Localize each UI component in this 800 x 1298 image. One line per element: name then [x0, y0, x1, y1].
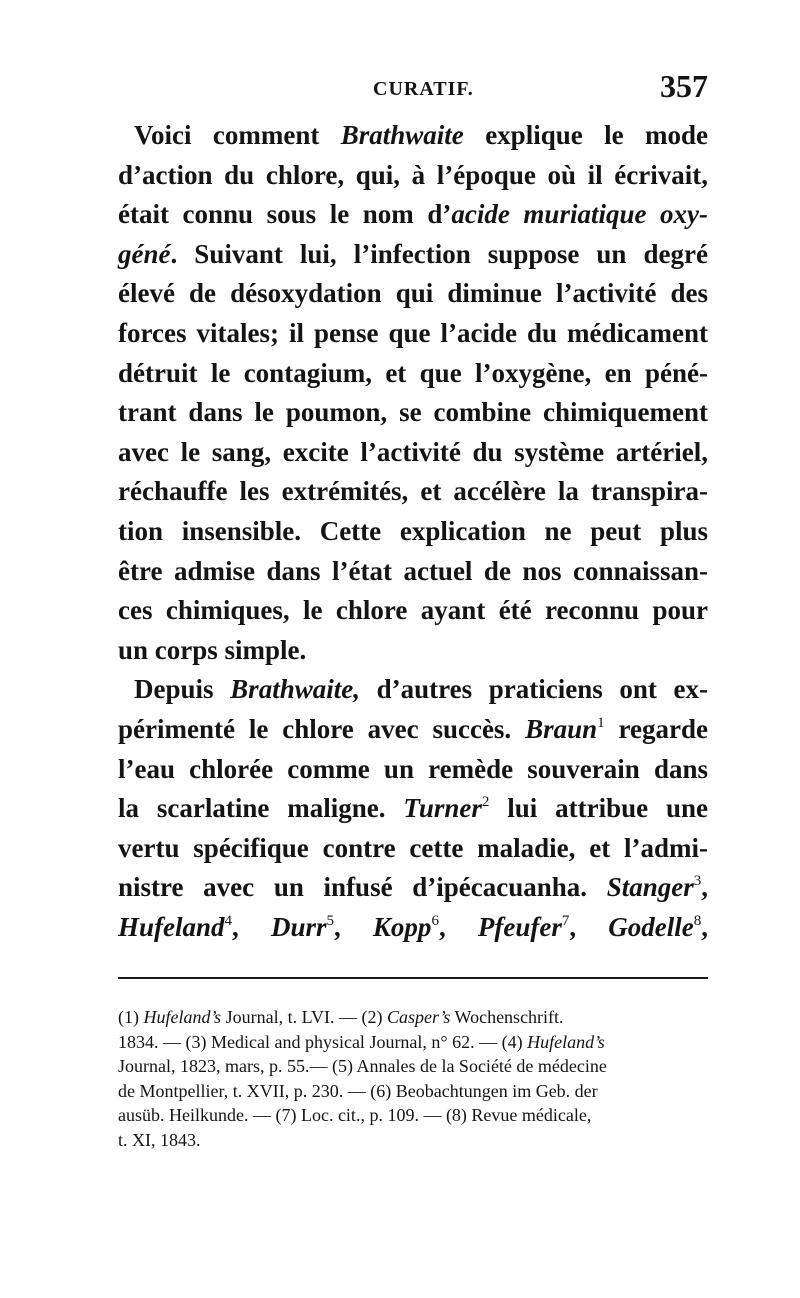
text-span: Journal, t. LVI. — (2) [221, 1007, 387, 1028]
italic-term: Casper’s [387, 1007, 451, 1028]
page-number: 357 [660, 68, 708, 104]
running-head [118, 64, 708, 108]
text-line: détruit le contagium, et que l’oxygène, en péné- [118, 357, 708, 388]
author-name: Brathwaite [340, 120, 464, 150]
text-span: était connu sous le nom d’ [118, 199, 452, 230]
text-line: avec le sang, excite l’activité du système artériel, [118, 436, 708, 467]
author-name: Stanger [606, 872, 694, 903]
text-span: la scarlatine maligne. [118, 793, 404, 824]
text-span: périmenté le chlore avec succès. [118, 713, 526, 744]
author-name: Godelle [608, 911, 694, 942]
text-line: être admise dans l’état actuel de nos connaissan- [118, 555, 708, 586]
text-span: 1834. — (3) Medical and physical Journal, n° 62. — (4) [118, 1031, 528, 1052]
text-line: forces vitales; il pense que l’acide du médicament [118, 317, 708, 348]
book-page [118, 64, 708, 1152]
text-line [118, 908, 708, 948]
text-line: l’eau chlorée comme un remède souverain dans [118, 753, 708, 784]
text-span: Wochenschrift. [450, 1007, 564, 1028]
footnote-line: t. XI, 1843. [118, 1129, 201, 1150]
author-name: Durr [270, 911, 327, 942]
italic-term: Hufeland’s [143, 1007, 222, 1028]
text-line: réchauffe les extrémités, et accélère la transpira- [118, 476, 708, 507]
text-span: d’autres praticiens ont ex- [359, 674, 708, 705]
author-name: Brathwaite, [230, 674, 360, 705]
footnote-ref: 1 [597, 714, 605, 731]
text-span: . Suivant lui, l’infection suppose un degré [170, 238, 708, 269]
text-line [118, 116, 708, 156]
footnote-ref: 2 [481, 794, 490, 811]
footnote-line [118, 1005, 708, 1030]
separator: , [569, 911, 609, 942]
text-span: Voici comment [134, 120, 341, 150]
author-name: Pfeufer [477, 911, 562, 942]
running-title: CURATIF. [373, 78, 474, 100]
text-line [118, 670, 708, 710]
text-span: Depuis [134, 674, 231, 705]
footnote-ref: 7 [561, 912, 570, 929]
separator: , [701, 911, 709, 942]
footnote-line: de Montpellier, t. XVII, p. 230. — (6) Beobachtungen im Geb. der [118, 1080, 598, 1101]
text-line: trant dans le poumon, se combine chimiquement [118, 397, 708, 428]
italic-term: acide muriatique oxy- [451, 199, 709, 230]
text-line: élevé de désoxydation qui diminue l’activité des [118, 278, 708, 309]
author-name: Turner [403, 793, 482, 824]
footnote-line: ausüb. Heilkunde. — (7) Loc. cit., p. 109. — (8) Revue médicale, [118, 1105, 592, 1126]
text-span: (1) [118, 1007, 144, 1028]
author-name: Hufeland [118, 911, 225, 942]
text-line: un corps simple. [118, 634, 307, 665]
text-line: d’action du chlore, qui, à l’époque où il écrivait, [118, 159, 708, 190]
text-span: regarde [604, 713, 708, 744]
text-line: tion insensible. Cette explication ne peut plus [118, 515, 708, 546]
text-span: lui attribue une [489, 793, 708, 824]
footnotes [118, 1005, 708, 1152]
footnote-ref: 8 [693, 912, 702, 929]
footnote-line: Journal, 1823, mars, p. 55.— (5) Annales de la Société de médecine [118, 1056, 607, 1077]
separator: , [333, 911, 373, 942]
italic-term: géné [118, 238, 171, 269]
body-text [118, 116, 708, 947]
text-line [118, 868, 708, 908]
footnote-ref: 6 [431, 912, 439, 929]
footnote-rule [118, 977, 708, 979]
text-line [118, 195, 708, 235]
footnote-ref: 4 [224, 912, 233, 929]
italic-term: Hufeland’s [527, 1031, 605, 1052]
text-line [118, 710, 708, 750]
text-line: ces chimiques, le chlore ayant été reconnu pour [118, 595, 708, 626]
text-span: , [701, 872, 708, 903]
text-line: vertu spécifique contre cette maladie, et l’admi- [118, 832, 708, 863]
text-line [118, 789, 708, 829]
separator: , [438, 911, 478, 942]
author-name: Kopp [372, 911, 432, 942]
footnote-line [118, 1030, 708, 1055]
separator: , [232, 911, 271, 942]
footnote-ref: 3 [693, 873, 702, 890]
text-span: nistre avec un infusé d’ipécacuanha. [118, 872, 607, 903]
footnote-ref: 5 [326, 912, 334, 929]
text-line [118, 235, 708, 275]
text-span: explique le mode [463, 120, 708, 150]
author-name: Braun [525, 713, 598, 744]
